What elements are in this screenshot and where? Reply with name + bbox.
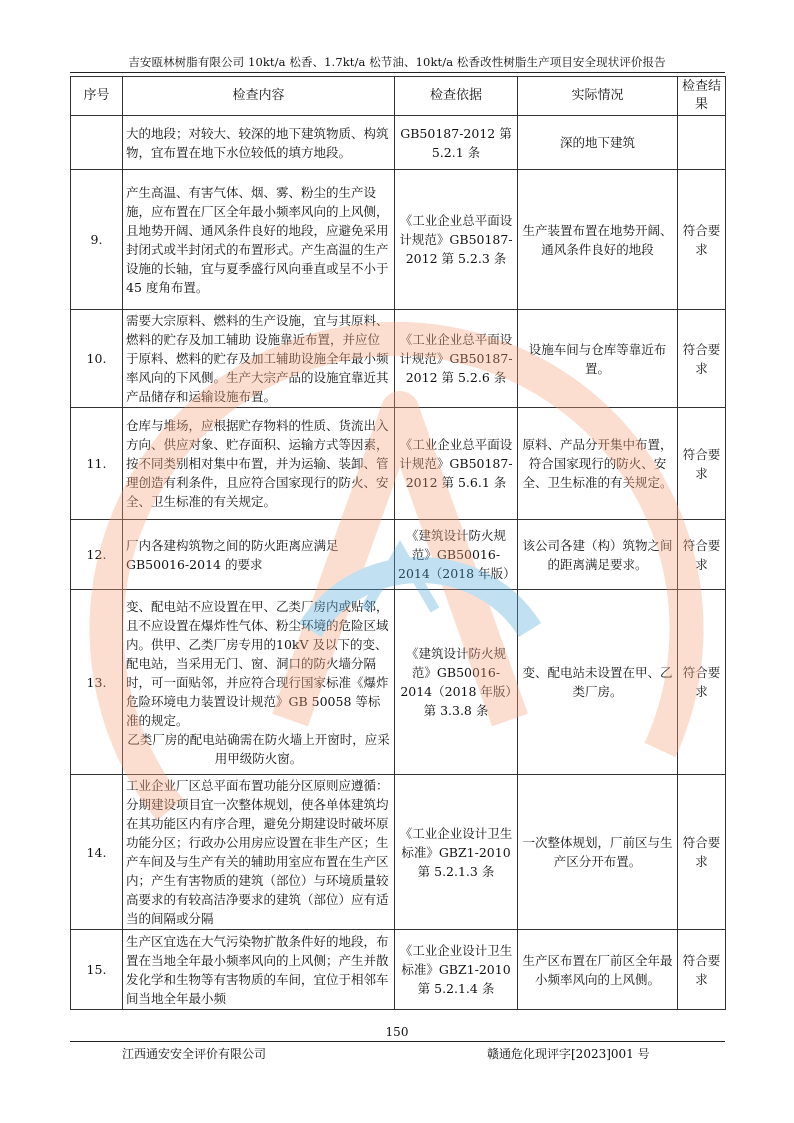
table-header-row bbox=[71, 77, 726, 116]
check-content-paragraph: 生产区宜选在大气污染物扩散条件好的地段，布置在当地全年最小频率风向的上风侧；产生并散发化学和生物等有害物质的车间，宜位于相邻车间当地全年最小频 bbox=[126, 933, 389, 1006]
check-basis: 《工业企业设计卫生标准》GBZ1-2010 第 5.2.1.3 条 bbox=[395, 775, 518, 930]
col-header-result: 检查结果 bbox=[678, 77, 726, 116]
table-row bbox=[71, 775, 726, 930]
footer-rule bbox=[70, 1041, 725, 1042]
row-number: 14. bbox=[71, 775, 123, 930]
check-content bbox=[123, 170, 395, 310]
check-result: 符合要求 bbox=[678, 520, 726, 590]
check-content-paragraph: 大的地段；对较大、较深的地下建筑物质、构筑物，宜布置在地下水位较低的填方地段。 bbox=[126, 125, 389, 160]
check-content-paragraph: 需要大宗原料、燃料的生产设施，宜与其原料、燃料的贮存及加工辅助 设施靠近布置，并应位于原料、燃料的贮存及加工辅助设施全年最小频率风向的下风侧。生产大宗产品的设施宜靠近其产品储存和运输设施布置。 bbox=[126, 313, 389, 404]
check-content-paragraph: 产生高温、有害气体、烟、雾、粉尘的生产设施，应布置在厂区全年最小频率风向的上风侧，且地势开阔、通风条件良好的地段，应避免采用封闭式或半封闭式的布置形式。产生高温的生产设施的长轴，宜与夏季盛行风向垂直或呈不小于 45 度角布置。 bbox=[126, 184, 389, 295]
check-content-paragraph: 乙类厂房的配电站确需在防火墙上开窗时，应采用甲级防火窗。 bbox=[127, 731, 390, 766]
footer-doc-number: 赣通危化现评字[2023]001 号 bbox=[487, 1047, 650, 1061]
check-basis: 《工业企业设计卫生标准》GBZ1-2010 第 5.2.1.4 条 bbox=[395, 930, 518, 1010]
row-number: 15. bbox=[71, 930, 123, 1010]
check-content bbox=[123, 116, 395, 170]
row-number: 13. bbox=[71, 590, 123, 775]
row-number: 11. bbox=[71, 408, 123, 520]
check-basis: 《工业企业总平面设计规范》GB50187-2012 第 5.2.3 条 bbox=[395, 170, 518, 310]
table-row bbox=[71, 590, 726, 775]
table-row bbox=[71, 310, 726, 408]
check-content bbox=[123, 408, 395, 520]
page-number: 150 bbox=[385, 1025, 409, 1039]
col-header-actual: 实际情况 bbox=[518, 77, 678, 116]
actual-situation: 变、配电站未设置在甲、乙类厂房。 bbox=[518, 590, 678, 775]
check-basis: 《工业企业总平面设计规范》GB50187-2012 第 5.6.1 条 bbox=[395, 408, 518, 520]
actual-situation: 生产装置布置在地势开阔、通风条件良好的地段 bbox=[518, 170, 678, 310]
check-content bbox=[123, 930, 395, 1010]
row-number: 10. bbox=[71, 310, 123, 408]
col-header-no: 序号 bbox=[71, 77, 123, 116]
check-basis: GB50187-2012 第 5.2.1 条 bbox=[395, 116, 518, 170]
col-header-basis: 检查依据 bbox=[395, 77, 518, 116]
check-content bbox=[123, 310, 395, 408]
table-row bbox=[71, 930, 726, 1010]
check-content bbox=[123, 520, 395, 590]
inspection-table bbox=[70, 76, 726, 1010]
row-number: 9. bbox=[71, 170, 123, 310]
table-row bbox=[71, 116, 726, 170]
check-result: 符合要求 bbox=[678, 310, 726, 408]
footer-company: 江西通安安全评价有限公司 bbox=[122, 1047, 267, 1061]
check-result: 符合要求 bbox=[678, 170, 726, 310]
check-content-paragraph: 变、配电站不应设置在甲、乙类厂房内或贴邻，且不应设置在爆炸性气体、粉尘环境的危险区域内。供甲、乙类厂房专用的10kV 及以下的变、配电站，当采用无门、窗、洞口的防火墙分隔时，可一面贴邻，并应符合现行国家标准《爆炸危险环境电力装置设计规范》GB 50058 等标准的规定。 bbox=[126, 598, 389, 728]
check-result: 符合要求 bbox=[678, 930, 726, 1010]
check-content-paragraph: 工业企业厂区总平面布置功能分区原则应遵循：分期建设项目宜一次整体规划，使各单体建筑均在其功能区内有序合理，避免分期建设时破坏原功能分区；行政办公用房应设置在非生产区；生产车间及与生产有关的辅助用室应布置在生产区内；产生有害物质的建筑（部位）与环境质量较高要求的有较高洁净要求的建筑（部位）应有适当的间隔或分隔 bbox=[126, 778, 389, 926]
check-content-paragraph: 厂内各建构筑物之间的防火距离应满足GB50016-2014 的要求 bbox=[126, 537, 339, 572]
check-result: 符合要求 bbox=[678, 408, 726, 520]
actual-situation: 生产区布置在厂前区全年最小频率风向的上风侧。 bbox=[518, 930, 678, 1010]
check-result bbox=[678, 116, 726, 170]
check-basis: 《工业企业总平面设计规范》GB50187-2012 第 5.2.6 条 bbox=[395, 310, 518, 408]
table-row bbox=[71, 520, 726, 590]
check-content bbox=[123, 775, 395, 930]
actual-situation: 该公司各建（构）筑物之间的距离满足要求。 bbox=[518, 520, 678, 590]
table-row bbox=[71, 408, 726, 520]
actual-situation: 一次整体规划，厂前区与生产区分开布置。 bbox=[518, 775, 678, 930]
check-basis: 《建筑设计防火规范》GB50016-2014（2018 年版） bbox=[395, 520, 518, 590]
check-result: 符合要求 bbox=[678, 775, 726, 930]
table-row bbox=[71, 170, 726, 310]
check-content bbox=[123, 590, 395, 775]
row-number: 12. bbox=[71, 520, 123, 590]
report-header-title: 吉安瓯林树脂有限公司 10kt/a 松香、1.7kt/a 松节油、10kt/a 松香改性树脂生产项目安全现状评价报告 bbox=[128, 55, 666, 69]
header-rule bbox=[70, 72, 725, 73]
check-content-paragraph: 仓库与堆场，应根据贮存物料的性质、货流出入方向、供应对象、贮存面积、运输方式等因素，按不同类别相对集中布置，并为运输、装卸、管理创造有利条件，且应符合国家现行的防火、安全、卫生标准的有关规定。 bbox=[126, 418, 389, 509]
actual-situation: 设施车间与仓库等靠近布置。 bbox=[518, 310, 678, 408]
check-result: 符合要求 bbox=[678, 590, 726, 775]
actual-situation: 深的地下建筑 bbox=[518, 116, 678, 170]
col-header-content: 检查内容 bbox=[123, 77, 395, 116]
check-basis: 《建筑设计防火规范》GB50016-2014（2018 年版）第 3.3.8 条 bbox=[395, 590, 518, 775]
actual-situation: 原料、产品分开集中布置，符合国家现行的防火、安全、卫生标准的有关规定。 bbox=[518, 408, 678, 520]
row-number bbox=[71, 116, 123, 170]
